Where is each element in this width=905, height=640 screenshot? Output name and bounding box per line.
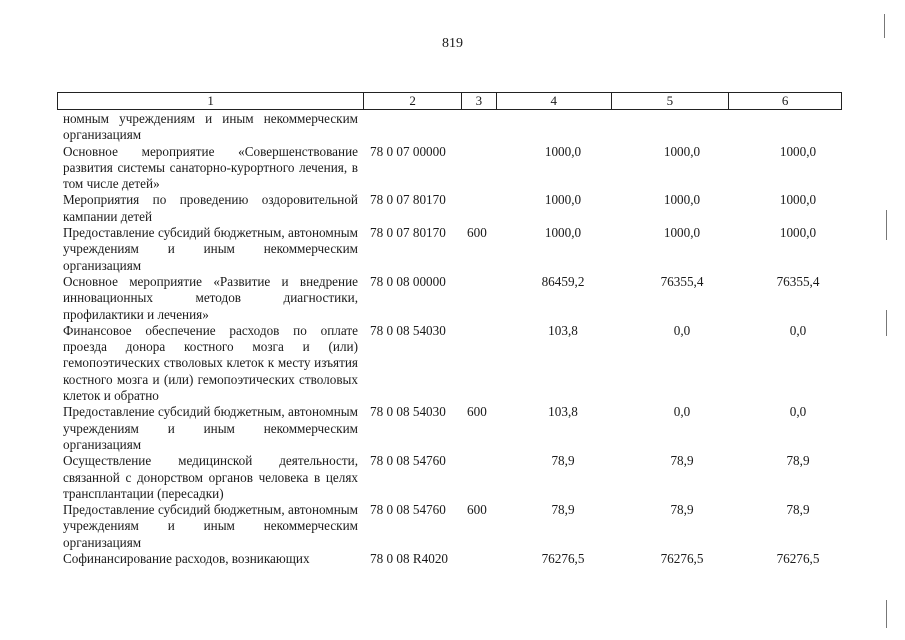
table-row <box>63 502 843 551</box>
table-row <box>63 404 843 453</box>
header-col-4: 4 <box>496 93 611 109</box>
header-col-1: 1 <box>207 93 214 108</box>
row-value-6: 0,0 <box>789 322 807 338</box>
row-value-6: 1000,0 <box>779 225 817 241</box>
table-header <box>57 92 842 110</box>
table-row <box>63 453 843 502</box>
row-value-5: 0,0 <box>673 404 691 420</box>
row-code: 78 0 08 54760 <box>370 502 446 518</box>
table-row <box>63 192 843 225</box>
row-name: Предоставление субсидий бюджетным, автономным учреждениям и иным некоммерческим организациям <box>63 502 358 550</box>
row-value-4: 78,9 <box>551 502 575 518</box>
row-value-5: 78,9 <box>670 502 694 518</box>
table-row <box>63 225 843 274</box>
row-name: Мероприятия по проведению оздоровительной кампании детей <box>63 192 358 224</box>
row-code: 78 0 07 80170 <box>370 225 446 241</box>
row-vr: 600 <box>467 404 487 420</box>
row-value-4: 103,8 <box>548 322 578 338</box>
row-value-4: 86459,2 <box>541 273 585 289</box>
header-col-3: 3 <box>461 93 496 109</box>
row-name: Основное мероприятие «Совершенствование развития системы санаторно-курортного лечения, в том числе детей» <box>63 143 358 192</box>
scan-mark <box>886 310 887 336</box>
row-value-5: 76276,5 <box>660 551 704 567</box>
scan-mark <box>886 210 887 240</box>
row-value-6: 78,9 <box>786 502 810 518</box>
row-value-6: 1000,0 <box>779 192 817 208</box>
row-value-6: 76276,5 <box>776 551 820 567</box>
table-row <box>63 274 843 323</box>
scan-mark <box>884 14 885 38</box>
row-value-4: 1000,0 <box>544 143 582 159</box>
header-col-2: 2 <box>363 93 461 109</box>
table-body <box>63 111 843 567</box>
row-value-4: 78,9 <box>551 453 575 469</box>
page-number: 819 <box>442 36 463 51</box>
row-value-6: 0,0 <box>789 404 807 420</box>
row-value-5: 1000,0 <box>663 225 701 241</box>
row-value-6: 78,9 <box>786 453 810 469</box>
table-row <box>63 144 843 193</box>
row-value-5: 78,9 <box>670 453 694 469</box>
row-name: Финансовое обеспечение расходов по оплате проезда донора костного мозга и (или) гемопоэтических стволовых клеток к месту изъятия костного мозга и (или) гемопоэтических стволовых клеток и обратно <box>63 322 358 404</box>
row-name: Софинансирование расходов, возникающих <box>63 551 310 567</box>
row-value-6: 76355,4 <box>776 273 820 289</box>
table-row <box>63 323 843 404</box>
row-value-5: 1000,0 <box>663 143 701 159</box>
row-value-4: 103,8 <box>548 404 578 420</box>
row-name: Основное мероприятие «Развитие и внедрение инновационных методов диагностики, профилактики и лечения» <box>63 273 358 322</box>
row-code: 78 0 08 54030 <box>370 322 446 338</box>
row-code: 78 0 07 80170 <box>370 192 446 208</box>
row-name: Предоставление субсидий бюджетным, автономным учреждениям и иным некоммерческим организациям <box>63 225 358 273</box>
row-code: 78 0 08 00000 <box>370 273 446 289</box>
row-value-4: 1000,0 <box>544 225 582 241</box>
row-code: 78 0 08 54030 <box>370 404 446 420</box>
row-name: номным учреждениям и иным некоммерческим организациям <box>63 111 358 143</box>
table-row <box>63 111 843 144</box>
row-value-5: 76355,4 <box>660 273 704 289</box>
row-value-6: 1000,0 <box>779 143 817 159</box>
row-value-5: 0,0 <box>673 322 691 338</box>
header-col-6: 6 <box>728 93 841 109</box>
row-name: Предоставление субсидий бюджетным, автономным учреждениям и иным некоммерческим организациям <box>63 404 358 452</box>
row-vr: 600 <box>467 502 487 518</box>
scan-mark <box>886 600 887 628</box>
row-code: 78 0 07 00000 <box>370 143 446 159</box>
row-vr: 600 <box>467 225 487 241</box>
table-row <box>63 551 843 567</box>
row-value-5: 1000,0 <box>663 192 701 208</box>
row-value-4: 1000,0 <box>544 192 582 208</box>
header-col-5: 5 <box>611 93 729 109</box>
row-code: 78 0 08 R4020 <box>370 551 449 567</box>
row-name: Осуществление медицинской деятельности, связанной с донорством органов человека в целях трансплантации (пересадки) <box>63 453 358 501</box>
row-code: 78 0 08 54760 <box>370 453 446 469</box>
row-value-4: 76276,5 <box>541 551 585 567</box>
